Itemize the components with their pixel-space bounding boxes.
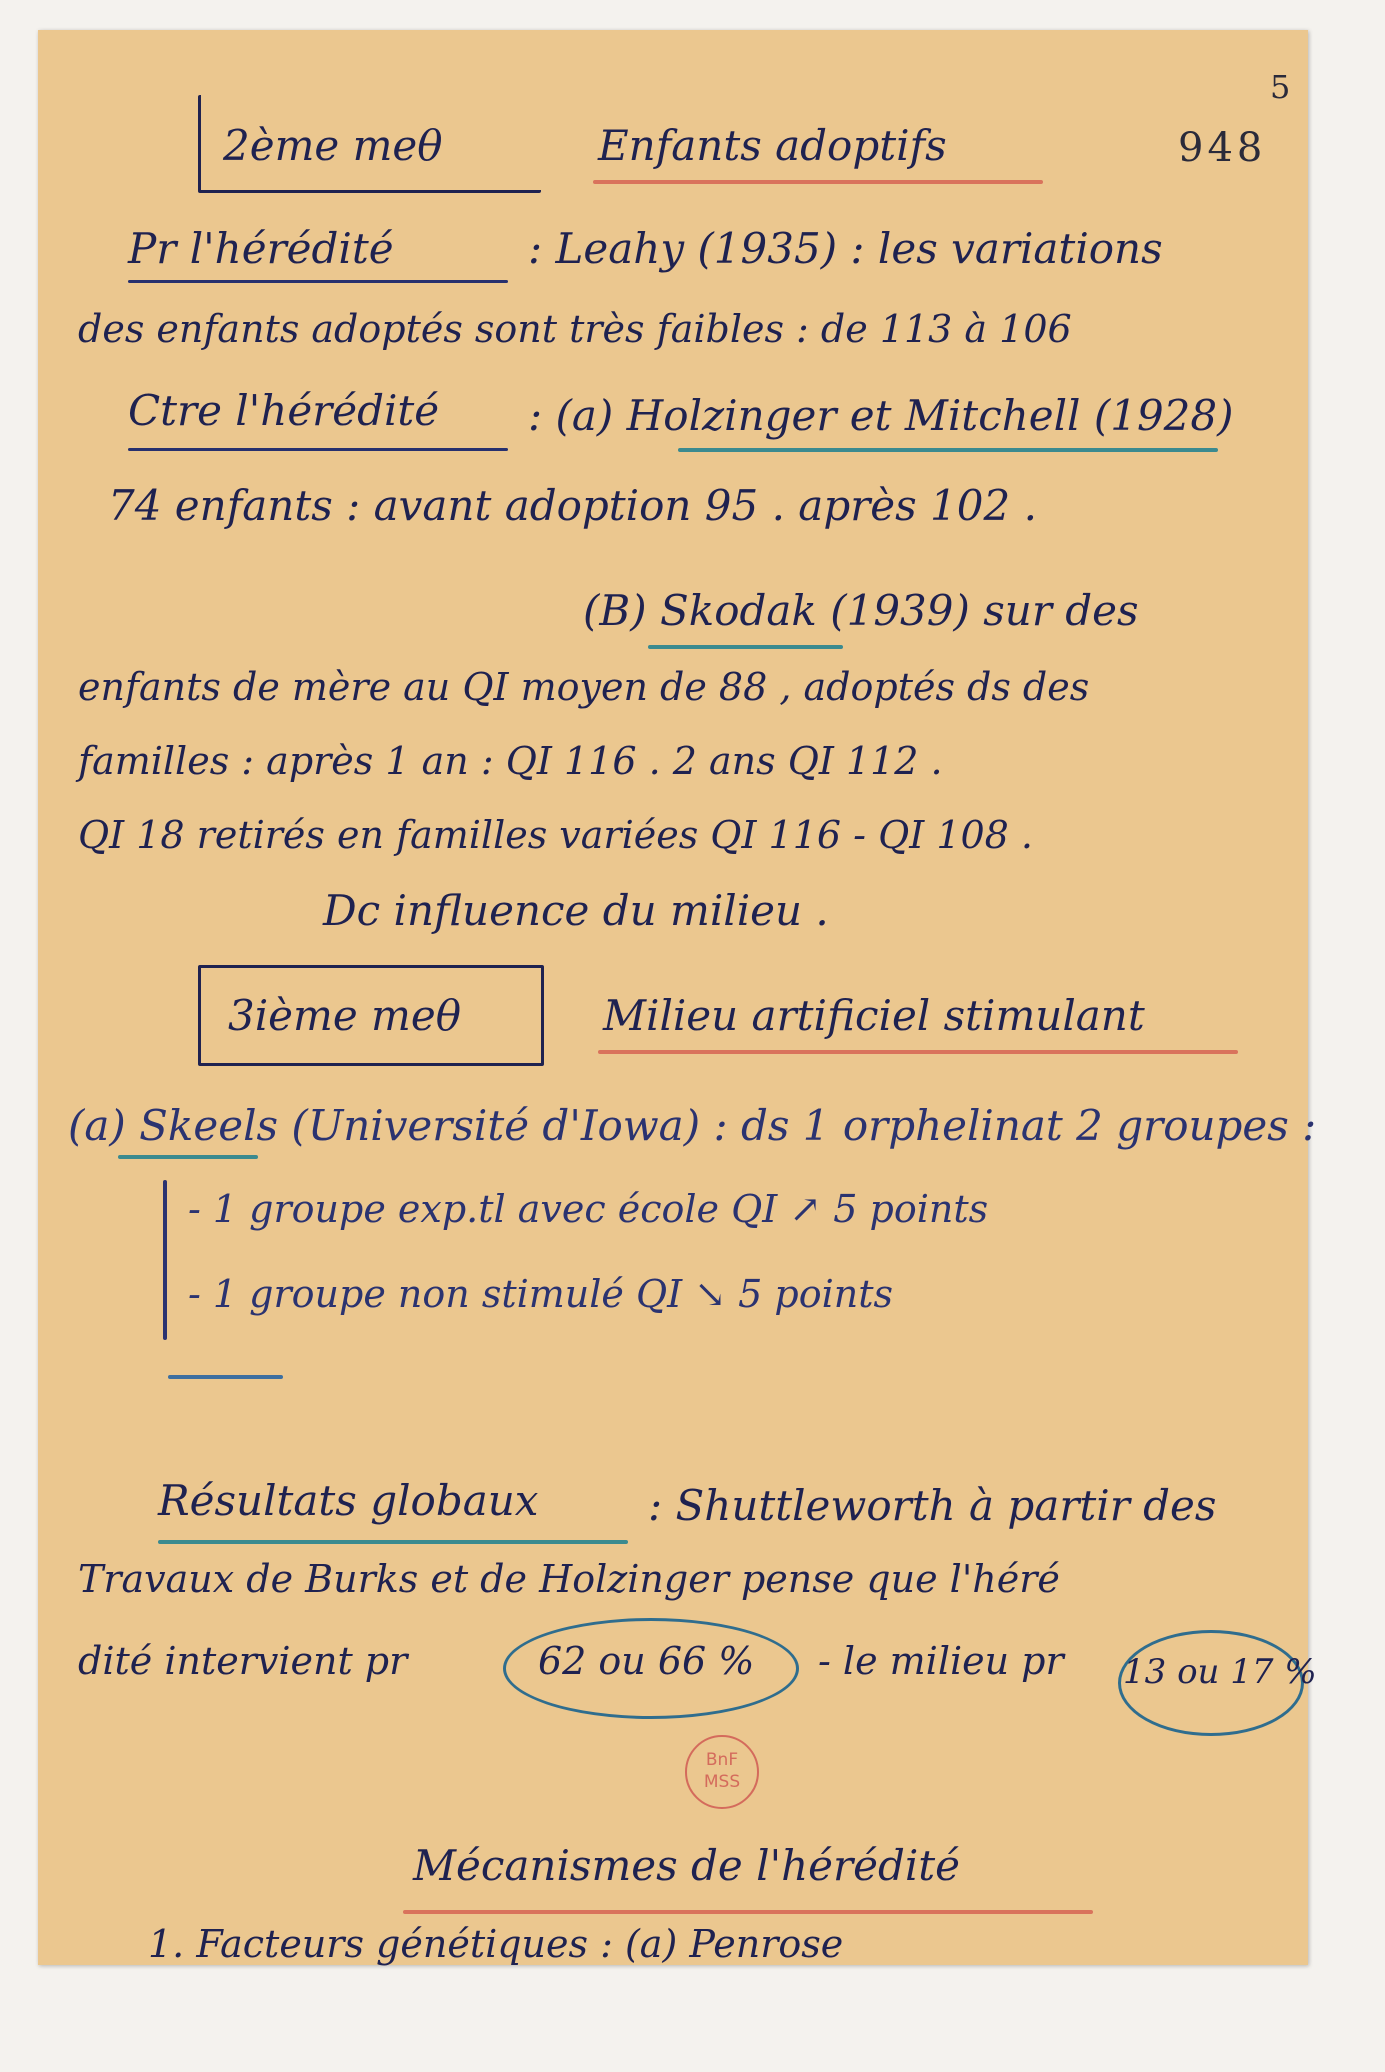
section2-box-label: 2ème meθ xyxy=(223,121,443,170)
pour-heredite-label: Pr l'hérédité xyxy=(128,224,394,273)
section2-title: Enfants adoptifs xyxy=(598,121,947,170)
stamp-line-2: MSS xyxy=(703,1772,741,1792)
page-number: 948 xyxy=(1178,125,1267,171)
stamp-line-1: BnF xyxy=(705,1750,739,1770)
pour-heredite-text-2: des enfants adoptés sont très faibles : de 113 à 106 xyxy=(78,307,1072,351)
resultats-line-3b: - le milieu pr xyxy=(818,1639,1064,1683)
resultats-label: Résultats globaux xyxy=(158,1476,539,1525)
resultats-line-1: : Shuttleworth à partir des xyxy=(648,1481,1217,1530)
mecanismes-underline xyxy=(403,1910,1093,1914)
resultats-line-3a: dité intervient pr xyxy=(78,1639,408,1683)
heredity-percentage: 62 ou 66 % xyxy=(538,1639,755,1683)
section3-title: Milieu artificiel stimulant xyxy=(603,991,1145,1040)
groupe-non-stimule-line: - 1 groupe non stimulé QI ↘ 5 points xyxy=(188,1272,893,1316)
pour-heredite-text: : Leahy (1935) : les variations xyxy=(528,224,1163,273)
groups-bracket xyxy=(163,1180,167,1340)
groupe-experimental-line: - 1 groupe exp.tl avec école QI ↗ 5 points xyxy=(188,1187,989,1231)
line-74-enfants: 74 enfants : avant adoption 95 . après 102 . xyxy=(108,481,1037,530)
resultats-underline xyxy=(158,1540,628,1544)
contre-heredite-underline xyxy=(128,448,508,451)
milieu-percentage: 13 ou 17 % xyxy=(1123,1652,1317,1692)
section3-box-label: 3ième meθ xyxy=(228,991,462,1040)
skodak-line: (B) Skodak (1939) sur des xyxy=(583,586,1139,635)
facteurs-line: 1. Facteurs génétiques : (a) Penrose xyxy=(148,1922,844,1966)
manuscript-page xyxy=(38,30,1317,1966)
enfants-meres-line: enfants de mère au QI moyen de 88 , adoptés ds des xyxy=(78,665,1090,709)
skodak-underline xyxy=(648,645,843,649)
bnf-mss-stamp xyxy=(685,1735,759,1809)
retires-line: QI 18 retirés en familles variées QI 116 - QI 108 . xyxy=(78,813,1034,857)
influence-line: Dc influence du milieu . xyxy=(323,886,829,935)
resultats-line-2: Travaux de Burks et de Holzinger pense que l'héré xyxy=(78,1557,1060,1601)
pour-heredite-underline xyxy=(128,280,508,283)
folio-number: 5 xyxy=(1270,68,1291,106)
holzinger-underline xyxy=(678,448,1218,452)
contre-heredite-text: : (a) Holzinger et Mitchell (1928) xyxy=(528,391,1234,440)
section2-title-underline xyxy=(593,180,1043,184)
skeels-line: (a) Skeels (Université d'Iowa) : ds 1 orphelinat 2 groupes : xyxy=(68,1101,1317,1150)
separator-stroke xyxy=(168,1375,283,1379)
mecanismes-title: Mécanismes de l'hérédité xyxy=(413,1841,961,1890)
contre-heredite-label: Ctre l'hérédité xyxy=(128,386,440,435)
section3-title-underline xyxy=(598,1050,1238,1054)
skeels-underline xyxy=(118,1155,258,1159)
familles-line: familles : après 1 an : QI 116 . 2 ans QI 112 . xyxy=(78,739,943,783)
